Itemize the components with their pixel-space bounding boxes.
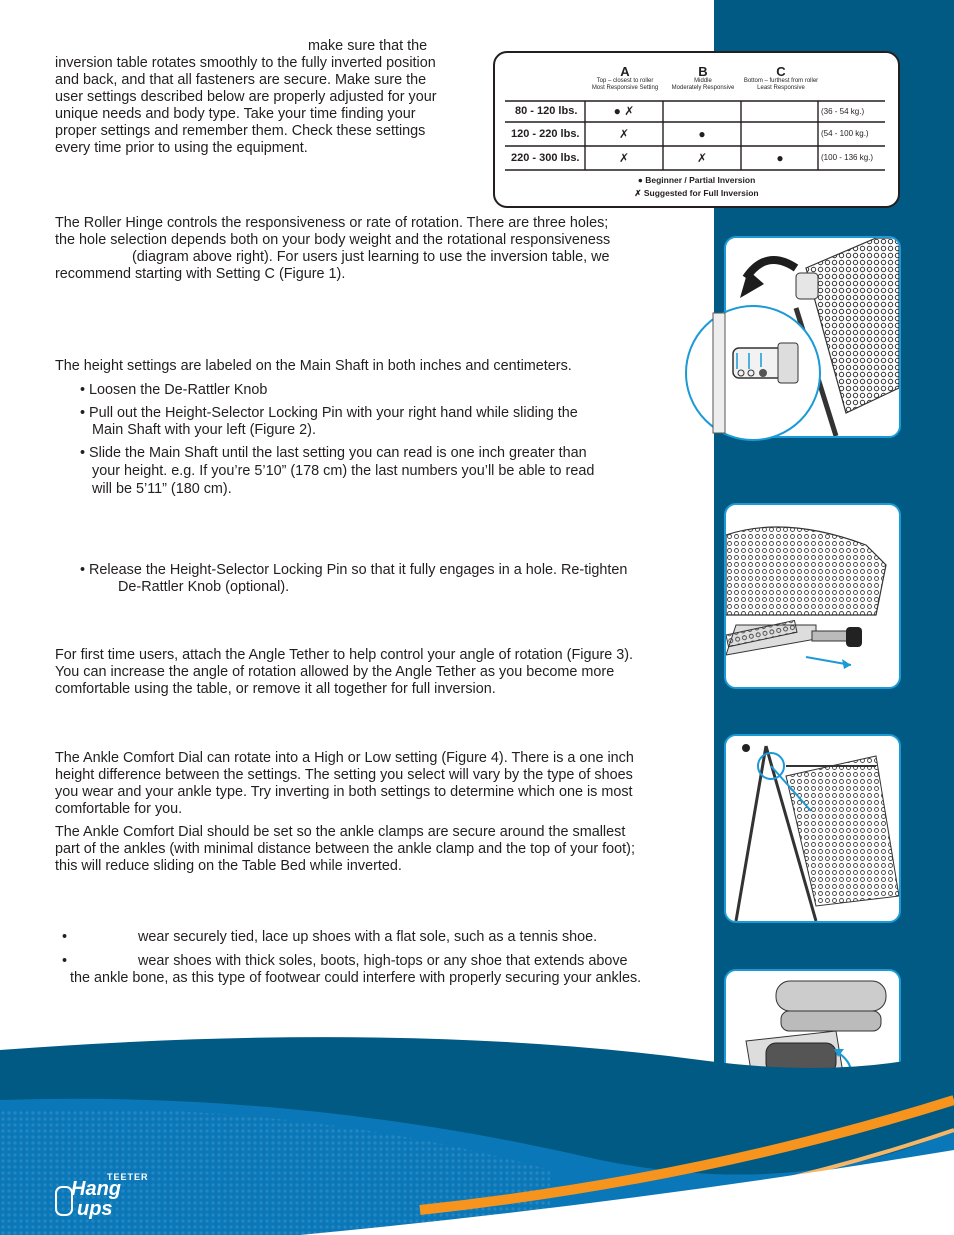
logo-ups: ups	[77, 1198, 113, 1220]
col-c-desc-1: Bottom – furthest from roller	[743, 78, 819, 84]
legend-dot: ● Beginner / Partial Inversion	[637, 175, 756, 185]
ankle-p1-line-3: you wear and your ankle type. Try inverting in both settings to determine which one is most	[55, 784, 633, 800]
row-2-b: ●	[698, 127, 706, 141]
height-bullet-4b: De-Rattler Knob (optional).	[118, 579, 290, 595]
height-intro: The height settings are labeled on the Main Shaft in both inches and centimeters.	[55, 358, 572, 374]
intro-line-3: and back, and that all fasteners are secure. Make sure the	[55, 72, 427, 88]
roller-line-4: recommend starting with Setting C (Figure 1).	[55, 266, 346, 282]
logo-teeter: TEETER	[107, 1172, 149, 1182]
intro-line-6: proper settings and remember them. Check these settings	[55, 123, 426, 139]
height-bullet-1: • Loosen the De-Rattler Knob	[80, 382, 268, 398]
row-3-lbs: 220 - 300 lbs.	[511, 152, 580, 164]
ankle-p1-line-2: height difference between the settings. The setting you select will vary by the type of shoes	[55, 767, 633, 783]
figure-2-drawing	[726, 505, 899, 687]
footwear-bullet-1: wear securely tied, lace up shoes with a flat sole, such as a tennis shoe.	[138, 929, 598, 945]
roller-line-2: the hole selection depends both on your body weight and the rotational responsiveness	[55, 232, 611, 248]
logo-hang: Hang	[71, 1178, 121, 1200]
footwear-bullet-2-dot: •	[62, 953, 68, 969]
footwear-bullet-2a: wear shoes with thick soles, boots, high-tops or any shoe that extends above	[138, 953, 628, 969]
row-2-kg: (54 - 100 kg.)	[821, 129, 869, 138]
col-a-desc-1: Top – closest to roller	[596, 78, 654, 84]
col-c-desc-2: Least Responsive	[757, 85, 805, 91]
tether-line-1: For first time users, attach the Angle Tether to help control your angle of rotation (Figure 3).	[55, 647, 634, 663]
height-bullet-3c: will be 5’11” (180 cm).	[92, 481, 232, 497]
ankle-p2-line-1: The Ankle Comfort Dial should be set so the ankle clamps are secure around the smallest	[55, 824, 626, 840]
intro-line-5: unique needs and body type. Take your time finding your	[55, 106, 416, 122]
intro-line-2: inversion table rotates smoothly to the fully inverted position	[55, 55, 436, 71]
footwear-bullet-2b: the ankle bone, as this type of footwear could interfere with properly securing your ankles.	[70, 970, 642, 986]
col-c-letter: C	[776, 64, 786, 79]
height-bullet-2b: Main Shaft with your left (Figure 2).	[92, 422, 316, 438]
ankle-p2-line-2: part of the ankles (with minimal distance between the ankle clamp and the top of your foot);	[55, 841, 635, 857]
col-b-desc-2: Moderately Responsive	[671, 85, 735, 91]
height-bullet-3a: • Slide the Main Shaft until the last setting you can read is one inch greater than	[80, 445, 587, 461]
col-a-desc-2: Most Responsive Setting	[591, 85, 659, 91]
intro-line-4: user settings described below are properly adjusted for your	[55, 89, 437, 105]
ankle-p1-line-4: comfortable for you.	[55, 801, 183, 817]
row-1-a: ● ✗	[613, 104, 635, 118]
col-b-desc-1: Middle	[694, 78, 712, 84]
row-2-a: ✗	[618, 127, 630, 141]
footwear-bullet-1-dot: •	[62, 929, 68, 945]
intro-line-7: every time prior to using the equipment.	[55, 140, 308, 156]
col-a-letter: A	[620, 64, 630, 79]
legend-x: ✗ Suggested for Full Inversion	[634, 188, 759, 198]
row-3-a: ✗	[618, 151, 630, 165]
logo-figure-icon	[55, 1186, 73, 1216]
figure-1-zoom-circle	[683, 303, 823, 443]
row-3-b: ✗	[696, 151, 708, 165]
row-3-kg: (100 - 136 kg.)	[821, 153, 874, 162]
ankle-p1-line-1: The Ankle Comfort Dial can rotate into a High or Low setting (Figure 4). There is a one inch	[55, 750, 634, 766]
tether-line-2: You can increase the angle of rotation allowed by the Angle Tether as you become more	[55, 664, 615, 680]
row-2-lbs: 120 - 220 lbs.	[511, 128, 580, 140]
height-bullet-3b: your height. e.g. If you’re 5’10” (178 cm) the last numbers you’ll be able to read	[92, 463, 595, 479]
col-c-head	[731, 66, 831, 92]
row-1-kg: (36 - 54 kg.)	[821, 107, 865, 116]
figure-2-height-shaft	[724, 503, 901, 689]
figure-3-drawing	[726, 736, 899, 921]
intro-line-1: make sure that the	[308, 38, 428, 54]
ankle-p2-line-3: this will reduce sliding on the Table Bed while inverted.	[55, 858, 402, 874]
height-bullet-2a: • Pull out the Height-Selector Locking Pin with your right hand while sliding the	[80, 405, 578, 421]
tether-line-3: comfortable using the table, or remove it all together for full inversion.	[55, 681, 496, 697]
row-1-lbs: 80 - 120 lbs.	[515, 105, 578, 117]
height-bullet-4a: • Release the Height-Selector Locking Pin so that it fully engages in a hole. Re-tighten	[80, 562, 628, 578]
roller-hinge-settings-table	[493, 51, 900, 208]
figure-3-angle-tether	[724, 734, 901, 923]
row-3-c: ●	[776, 151, 784, 165]
teeter-hang-ups-logo	[55, 1172, 175, 1224]
roller-line-1: The Roller Hinge controls the responsiveness or rate of rotation. There are three holes;	[55, 215, 609, 231]
col-b-letter: B	[698, 64, 708, 79]
roller-line-3: (diagram above right). For users just learning to use the inversion table, we	[132, 249, 610, 265]
